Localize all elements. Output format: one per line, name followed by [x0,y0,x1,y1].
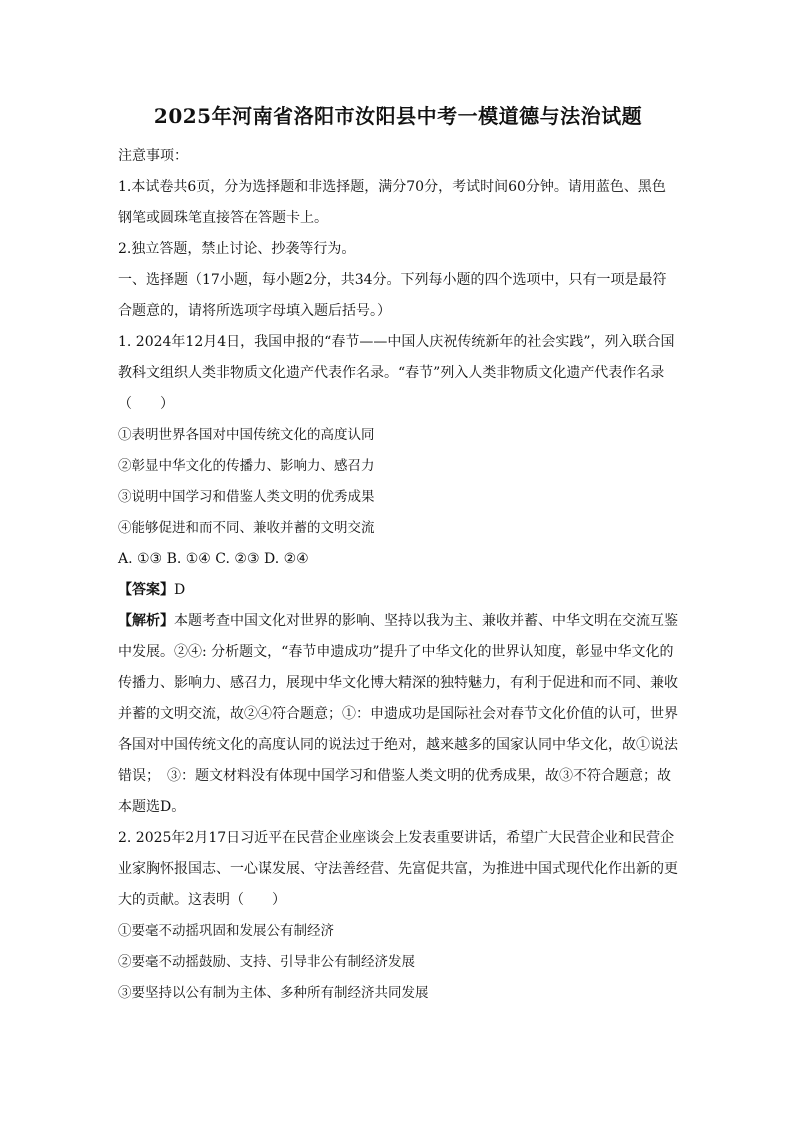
notice-heading: 注意事项： [118,148,188,164]
notice-item-2: 2.独立答题，禁止讨论、抄袭等行为。 [118,241,356,257]
question-stem: 1. 2024年12月4日，我国申报的“春节——中国人庆祝传统新年的社会实践”，列入联合国教科文组织人类非物质文化遗产代表作名录。“春节”列入人类非物质文化遗产代表作名录（ ） [118,334,675,412]
question-option: ④能够促进和而不同、兼收并蓄的文明交流 [118,520,375,536]
question-option: ①表明世界各国对中国传统文化的高度认同 [118,427,375,443]
question-option: ②要毫不动摇鼓励、支持、引导非公有制经济发展 [118,954,415,970]
answer-line [118,575,678,606]
question-option: ②彰显中华文化的传播力、影响力、感召力 [118,458,375,474]
notice-item-1: 1.本试卷共6页，分为选择题和非选择题，满分70分，考试时间60分钟。请用蓝色、黑色钢笔或圆珠笔直接答在答题卡上。 [118,179,666,226]
analysis-text: 本题考查中国文化对世界的影响、坚持以我为主、兼收并蓄、中华文明在交流互鉴中发展。②④: 分析题文，“春节申遗成功”提升了中华文化的世界认知度，彰显中华文化的传播力、影响力、感召力，展现中华文化博大精深的独特魅力，有利于促进和而不同、兼收并蓄的文明交流，故②④符合题意；①：申遗成功是国际社会对春节文化价值的认可，世界各国对中国传统文化的高度认同的说法过于绝对，越来越多的国家认同中华文化，故①说法错误； ③：题文材料没有体现中国学习和借鉴人类文明的优秀成果，故③不符合题意；故本题选D。 [118,613,678,815]
question-2 [118,823,678,1009]
question-option: ①要毫不动摇巩固和发展公有制经济 [118,923,334,939]
question-option: ③说明中国学习和借鉴人类文明的优秀成果 [118,489,375,505]
question-option: ③要坚持以公有制为主体、多种所有制经济共同发展 [118,985,429,1001]
exam-title: 2025年河南省洛阳市汝阳县中考一模道德与法治试题 [153,104,643,128]
analysis-label: 【解析】 [118,613,174,629]
exam-page [118,100,678,1009]
answer-choices: A. ①③ B. ①④ C. ②③ D. ②④ [118,551,309,567]
answer-value: D [174,582,186,598]
analysis-paragraph [118,606,678,823]
answer-label: 【答案】 [118,582,174,598]
section-heading: 一、选择题（17小题，每小题2分，共34分。下列每小题的四个选项中，只有一项是最符合题意的，请将所选项字母填入题后括号。） [118,272,667,319]
question-1 [118,327,678,823]
question-stem: 2. 2025年2月17日习近平在民营企业座谈会上发表重要讲话，希望广大民营企业和民营企业家胸怀报国志、一心谋发展、守法善经营、先富促共富，为推进中国式现代化作出新的更大的贡献。这表明（ ） [118,830,678,908]
